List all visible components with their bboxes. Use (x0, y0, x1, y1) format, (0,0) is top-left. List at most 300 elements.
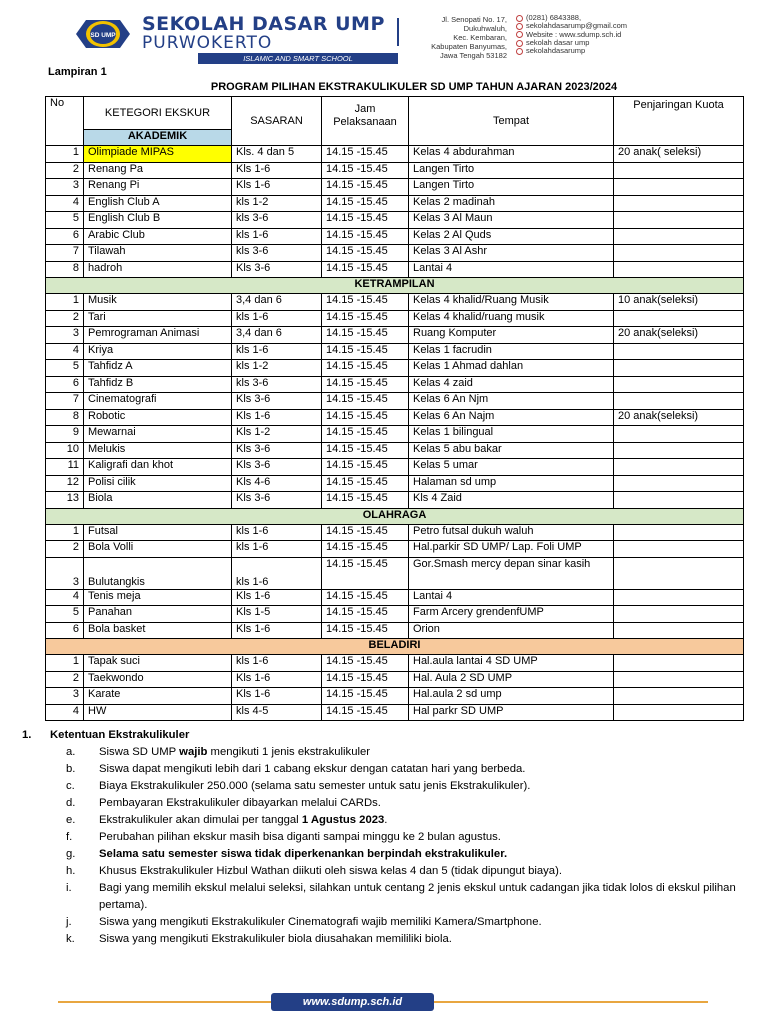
school-tagline: ISLAMIC AND SMART SCHOOL (198, 53, 398, 64)
cell-jam: 14.15 -15.45 (322, 162, 409, 179)
table-row (46, 195, 744, 212)
provision-letter: f. (66, 831, 73, 843)
cell-ekskur: hadroh (84, 261, 232, 278)
provision-text-bold: wajib (179, 746, 208, 758)
cell-kuota (614, 524, 744, 541)
cell-ekskur: Cinematografi (84, 393, 232, 410)
cell-ekskur: Melukis (84, 442, 232, 459)
cell-kuota (614, 245, 744, 262)
cell-tempat: Hal parkr SD UMP (409, 704, 614, 721)
provision-item (22, 812, 762, 829)
category-row-beladiri (46, 639, 744, 655)
cell-kuota (614, 376, 744, 393)
cell-ekskur: Arabic Club (84, 228, 232, 245)
cell-kuota (614, 475, 744, 492)
cell-ekskur: Tari (84, 310, 232, 327)
email-icon (516, 23, 523, 30)
cell-sasaran: Kls. 4 dan 5 (232, 146, 322, 163)
cell-no: 5 (46, 606, 84, 623)
cell-tempat: Lantai 4 (409, 261, 614, 278)
table-row (46, 409, 744, 426)
cell-kuota: 10 anak(seleksi) (614, 294, 744, 311)
cell-tempat: Hal. Aula 2 SD UMP (409, 671, 614, 688)
provision-letter: c. (66, 780, 75, 792)
attachment-label: Lampiran 1 (48, 66, 107, 78)
cell-no: 12 (46, 475, 84, 492)
contact-text: Website : www.sdump.sch.id (526, 29, 622, 39)
provision-text-pre: Siswa yang mengikuti Ekstrakulikuler biola diusahakan memililiki biola. (99, 933, 452, 945)
cell-no: 1 (46, 524, 84, 541)
cell-jam: 14.15 -15.45 (322, 671, 409, 688)
cell-sasaran: kls 1-2 (232, 360, 322, 377)
cell-tempat: Kelas 6 An Najm (409, 409, 614, 426)
table-row (46, 294, 744, 311)
cell-jam: 14.15 -15.45 (322, 228, 409, 245)
cell-jam: 14.15 -15.45 (322, 704, 409, 721)
cell-sasaran: 3,4 dan 6 (232, 294, 322, 311)
cell-tempat: Kelas 6 An Njm (409, 393, 614, 410)
provision-text-pre: Khusus Ekstrakulikuler Hizbul Wathan diikuti oleh siswa kelas 4 dan 5 (tidak dipungut biaya). (99, 865, 562, 877)
cell-ekskur: Taekwondo (84, 671, 232, 688)
cell-no: 2 (46, 671, 84, 688)
contact-text: sekolahdasarump (526, 46, 586, 56)
cell-no: 11 (46, 459, 84, 476)
cell-jam: 14.15 -15.45 (322, 622, 409, 639)
cell-ekskur: Kaligrafi dan khot (84, 459, 232, 476)
school-address (402, 15, 507, 60)
cell-ekskur: English Club A (84, 195, 232, 212)
cell-ekskur: English Club B (84, 212, 232, 229)
cell-no: 2 (46, 310, 84, 327)
document-title: PROGRAM PILIHAN EKSTRAKULIKULER SD UMP TAHUN AJARAN 2023/2024 (210, 81, 618, 93)
cell-sasaran: kls 3-6 (232, 245, 322, 262)
cell-sasaran: kls 1-6 (232, 524, 322, 541)
extracurricular-table (45, 96, 744, 721)
table-row (46, 327, 744, 344)
cell-sasaran: kls 1-6 (232, 343, 322, 360)
provision-item (22, 931, 762, 948)
cell-ekskur: Tenis meja (84, 589, 232, 606)
provision-item (22, 778, 762, 795)
letterhead (0, 0, 768, 62)
cell-sasaran: Kls 3-6 (232, 459, 322, 476)
category-label: AKADEMIK (84, 130, 232, 146)
table-row (46, 688, 744, 705)
cell-kuota (614, 426, 744, 443)
provision-text-pre: Ekstrakulikuler akan dimulai per tanggal (99, 814, 302, 826)
cell-jam: 14.15 -15.45 (322, 327, 409, 344)
cell-ekskur: HW (84, 704, 232, 721)
table-row (46, 360, 744, 377)
cell-no: 1 (46, 294, 84, 311)
cell-tempat: Kelas 4 khalid/Ruang Musik (409, 294, 614, 311)
col-header-kategori: KETEGORI EKSKUR (84, 97, 232, 130)
provisions-list (22, 744, 762, 948)
table-row (46, 475, 744, 492)
cell-sasaran: Kls 1-2 (232, 426, 322, 443)
cell-ekskur: Karate (84, 688, 232, 705)
provision-text-pre: Siswa dapat mengikuti lebih dari 1 cabang ekskur dengan catatan hari yang berbeda. (99, 763, 526, 775)
cell-sasaran: Kls 1-6 (232, 688, 322, 705)
cell-no: 3 (46, 557, 84, 589)
cell-jam: 14.15 -15.45 (322, 245, 409, 262)
table-row (46, 146, 744, 163)
table-row (46, 310, 744, 327)
cell-tempat: Halaman sd ump (409, 475, 614, 492)
provision-letter: g. (66, 848, 76, 860)
cell-tempat: Langen Tirto (409, 179, 614, 196)
cell-sasaran: kls 1-6 (232, 655, 322, 672)
cell-no: 8 (46, 261, 84, 278)
logo-text: SD UMP (90, 32, 116, 39)
cell-no: 5 (46, 212, 84, 229)
table-row (46, 179, 744, 196)
cell-sasaran: Kls 3-6 (232, 393, 322, 410)
cell-jam: 14.15 -15.45 (322, 524, 409, 541)
cell-jam: 14.15 -15.45 (322, 541, 409, 558)
cell-ekskur: Olimpiade MIPAS (84, 146, 232, 163)
table-row (46, 228, 744, 245)
cell-jam: 14.15 -15.45 (322, 146, 409, 163)
table-row (46, 162, 744, 179)
provision-text-bold: 1 Agustus 2023 (301, 814, 385, 826)
cell-tempat: Kelas 3 Al Ashr (409, 245, 614, 262)
provision-letter: e. (66, 814, 76, 826)
provisions-number: 1. (22, 729, 32, 741)
provisions-title: Ketentuan Ekstrakulikuler (50, 729, 190, 741)
table-row (46, 343, 744, 360)
table-row (46, 541, 744, 558)
cell-no: 13 (46, 492, 84, 509)
cell-kuota (614, 195, 744, 212)
provision-text-pre: Perubahan pilihan ekskur masih bisa diganti sampai minggu ke 2 bulan agustus. (99, 831, 501, 843)
provision-letter: h. (66, 865, 76, 877)
cell-no: 7 (46, 245, 84, 262)
cell-tempat: Hal.parkir SD UMP/ Lap. Foli UMP (409, 541, 614, 558)
cell-kuota (614, 671, 744, 688)
cell-kuota (614, 343, 744, 360)
provision-item (22, 795, 762, 812)
cell-ekskur: Biola (84, 492, 232, 509)
cell-tempat: Kelas 4 zaid (409, 376, 614, 393)
cell-no: 6 (46, 622, 84, 639)
cell-no: 4 (46, 589, 84, 606)
provision-letter: k. (66, 933, 75, 945)
table-row (46, 704, 744, 721)
provision-text (99, 761, 762, 778)
cell-tempat: Hal.aula 2 sd ump (409, 688, 614, 705)
category-label: KETRAMPILAN (46, 278, 744, 294)
provision-text-pre: Pembayaran Ekstrakulikuler dibayarkan melalui CARDs. (99, 797, 381, 809)
cell-tempat: Kelas 5 umar (409, 459, 614, 476)
cell-tempat: Kelas 1 Ahmad dahlan (409, 360, 614, 377)
table-row (46, 671, 744, 688)
address-line: Jl. Senopati No. 17, (441, 15, 507, 24)
cell-sasaran: Kls 3-6 (232, 492, 322, 509)
table-row (46, 393, 744, 410)
cell-sasaran: kls 1-6 (232, 228, 322, 245)
cell-kuota (614, 212, 744, 229)
header-divider (397, 18, 399, 46)
cell-kuota (614, 179, 744, 196)
cell-jam: 14.15 -15.45 (322, 557, 409, 589)
school-logo (72, 12, 134, 56)
col-header-kuota: Penjaringan Kuota (614, 97, 744, 146)
provision-item (22, 744, 762, 761)
table-row (46, 426, 744, 443)
cell-no: 1 (46, 146, 84, 163)
provision-text-post: mengikuti 1 jenis ekstrakulikuler (207, 746, 371, 758)
cell-kuota (614, 541, 744, 558)
col-header-jam: Jam Pelaksanaan (322, 97, 409, 146)
cell-no: 3 (46, 688, 84, 705)
cell-jam: 14.15 -15.45 (322, 261, 409, 278)
provision-item (22, 846, 762, 863)
cell-sasaran: Kls 1-6 (232, 162, 322, 179)
cell-tempat: Hal.aula lantai 4 SD UMP (409, 655, 614, 672)
cell-sasaran: kls 1-2 (232, 195, 322, 212)
contact-text: (0281) 6843388, (526, 13, 582, 22)
address-line: Jawa Tengah 53182 (439, 51, 507, 60)
cell-no: 5 (46, 360, 84, 377)
cell-tempat: Gor.Smash mercy depan sinar kasih (409, 557, 614, 589)
provision-item (22, 880, 762, 914)
table-row (46, 524, 744, 541)
cell-ekskur: Robotic (84, 409, 232, 426)
table-row (46, 557, 744, 589)
cell-no: 7 (46, 393, 84, 410)
cell-kuota (614, 704, 744, 721)
cell-ekskur: Bola basket (84, 622, 232, 639)
provision-letter: b. (66, 763, 76, 775)
cell-no: 1 (46, 655, 84, 672)
cell-tempat: Kelas 2 Al Quds (409, 228, 614, 245)
cell-ekskur: Panahan (84, 606, 232, 623)
cell-ekskur: Tapak suci (84, 655, 232, 672)
cell-kuota (614, 442, 744, 459)
instagram-icon (516, 48, 523, 55)
cell-ekskur: Futsal (84, 524, 232, 541)
cell-tempat: Petro futsal dukuh waluh (409, 524, 614, 541)
cell-ekskur: Tahfidz A (84, 360, 232, 377)
provision-letter: d. (66, 797, 76, 809)
provision-letter: i. (66, 882, 72, 894)
provision-item (22, 829, 762, 846)
table-row (46, 442, 744, 459)
cell-ekskur: Polisi cilik (84, 475, 232, 492)
cell-tempat: Kelas 1 facrudin (409, 343, 614, 360)
cell-kuota (614, 655, 744, 672)
cell-sasaran: Kls 1-6 (232, 179, 322, 196)
cell-jam: 14.15 -15.45 (322, 212, 409, 229)
category-label: OLAHRAGA (46, 508, 744, 524)
table-row (46, 459, 744, 476)
cell-ekskur: Bola Volli (84, 541, 232, 558)
cell-sasaran: Kls 1-6 (232, 622, 322, 639)
provision-text (99, 846, 762, 863)
cell-jam: 14.15 -15.45 (322, 655, 409, 672)
cell-kuota (614, 360, 744, 377)
provision-text-pre: Biaya Ekstrakulikuler 250.000 (selama satu semester untuk satu jenis Ekstrakulikuler). (99, 780, 531, 792)
cell-no: 4 (46, 704, 84, 721)
cell-jam: 14.15 -15.45 (322, 393, 409, 410)
table-row (46, 245, 744, 262)
cell-tempat: Langen Tirto (409, 162, 614, 179)
provision-letter: j. (66, 916, 72, 928)
cell-kuota: 20 anak( seleksi) (614, 146, 744, 163)
provision-item (22, 914, 762, 931)
cell-ekskur: Pemrograman Animasi (84, 327, 232, 344)
contact-text: sekolahdasarump@gmail.com (526, 21, 627, 31)
provision-item (22, 863, 762, 880)
provisions-heading (22, 727, 762, 744)
cell-jam: 14.15 -15.45 (322, 409, 409, 426)
cell-jam: 14.15 -15.45 (322, 688, 409, 705)
cell-tempat: Kelas 5 abu bakar (409, 442, 614, 459)
address-line: Kabupaten Banyumas, (431, 42, 507, 51)
provision-text (99, 778, 762, 795)
school-contacts (516, 14, 627, 55)
cell-no: 3 (46, 327, 84, 344)
phone-icon (516, 15, 523, 22)
table-row (46, 376, 744, 393)
school-name: SEKOLAH DASAR UMP (142, 13, 385, 35)
cell-ekskur: Kriya (84, 343, 232, 360)
cell-tempat: Kls 4 Zaid (409, 492, 614, 509)
cell-ekskur: Mewarnai (84, 426, 232, 443)
table-row (46, 261, 744, 278)
cell-kuota (614, 228, 744, 245)
cell-kuota (614, 162, 744, 179)
table-header-row (46, 97, 744, 130)
cell-sasaran: Kls 1-6 (232, 589, 322, 606)
col-header-no: No (46, 97, 84, 146)
provision-text (99, 812, 762, 829)
cell-kuota (614, 557, 744, 589)
provision-text (99, 744, 762, 761)
cell-kuota (614, 261, 744, 278)
cell-tempat: Kelas 2 madinah (409, 195, 614, 212)
address-line: Kec. Kembaran, (453, 33, 507, 42)
cell-sasaran: Kls 1-5 (232, 606, 322, 623)
cell-no: 6 (46, 376, 84, 393)
cell-jam: 14.15 -15.45 (322, 195, 409, 212)
cell-jam: 14.15 -15.45 (322, 492, 409, 509)
cell-no: 6 (46, 228, 84, 245)
provision-text (99, 829, 762, 846)
cell-jam: 14.15 -15.45 (322, 310, 409, 327)
provision-item (22, 761, 762, 778)
cell-tempat: Kelas 4 khalid/ruang musik (409, 310, 614, 327)
cell-ekskur: Bulutangkis (84, 557, 232, 589)
cell-sasaran: kls 4-5 (232, 704, 322, 721)
cell-no: 4 (46, 343, 84, 360)
cell-kuota: 20 anak(seleksi) (614, 409, 744, 426)
cell-no: 10 (46, 442, 84, 459)
cell-sasaran: kls 1-6 (232, 310, 322, 327)
cell-sasaran: Kls 3-6 (232, 442, 322, 459)
cell-jam: 14.15 -15.45 (322, 459, 409, 476)
category-row-ketrampilan (46, 278, 744, 294)
cell-tempat: Ruang Komputer (409, 327, 614, 344)
cell-sasaran: Kls 1-6 (232, 409, 322, 426)
col-header-tempat: Tempat (409, 97, 614, 146)
provision-text (99, 931, 762, 948)
provision-text-post: . (384, 814, 388, 826)
cell-kuota: 20 anak(seleksi) (614, 327, 744, 344)
cell-tempat: Kelas 4 abdurahman (409, 146, 614, 163)
cell-sasaran: kls 1-6 (232, 557, 322, 589)
cell-sasaran: 3,4 dan 6 (232, 327, 322, 344)
table-body (46, 97, 744, 721)
cell-ekskur: Renang Pa (84, 162, 232, 179)
table-row (46, 212, 744, 229)
cell-sasaran: kls 3-6 (232, 376, 322, 393)
cell-jam: 14.15 -15.45 (322, 589, 409, 606)
cell-kuota (614, 492, 744, 509)
cell-ekskur: Tilawah (84, 245, 232, 262)
cell-ekskur: Musik (84, 294, 232, 311)
contact-text: sekolah dasar ump (526, 37, 590, 47)
cell-jam: 14.15 -15.45 (322, 360, 409, 377)
cell-no: 9 (46, 426, 84, 443)
address-line: Dukuhwaluh, (463, 24, 507, 33)
cell-sasaran: Kls 1-6 (232, 671, 322, 688)
cell-sasaran: Kls 4-6 (232, 475, 322, 492)
table-row (46, 492, 744, 509)
cell-tempat: Kelas 1 bilingual (409, 426, 614, 443)
cell-kuota (614, 622, 744, 639)
cell-jam: 14.15 -15.45 (322, 179, 409, 196)
cell-no: 8 (46, 409, 84, 426)
category-row-olahraga (46, 508, 744, 524)
cell-tempat: Lantai 4 (409, 589, 614, 606)
cell-kuota (614, 459, 744, 476)
cell-ekskur: Tahfidz B (84, 376, 232, 393)
provision-text (99, 863, 762, 880)
cell-sasaran: Kls 3-6 (232, 261, 322, 278)
cell-tempat: Farm Arcery grendenfUMP (409, 606, 614, 623)
facebook-icon (516, 40, 523, 47)
cell-jam: 14.15 -15.45 (322, 343, 409, 360)
cell-kuota (614, 310, 744, 327)
cell-jam: 14.15 -15.45 (322, 606, 409, 623)
school-city: PURWOKERTO (142, 33, 273, 53)
cell-no: 3 (46, 179, 84, 196)
provisions-section (22, 727, 762, 948)
cell-kuota (614, 606, 744, 623)
provision-letter: a. (66, 746, 76, 758)
table-row (46, 655, 744, 672)
table-row (46, 606, 744, 623)
provision-text (99, 795, 762, 812)
cell-sasaran: kls 3-6 (232, 212, 322, 229)
table-row (46, 589, 744, 606)
cell-no: 2 (46, 541, 84, 558)
cell-kuota (614, 589, 744, 606)
cell-jam: 14.15 -15.45 (322, 442, 409, 459)
provision-text-bold: Selama satu semester siswa tidak diperkenankan berpindah ekstrakulikuler. (99, 848, 508, 860)
cell-no: 2 (46, 162, 84, 179)
col-header-sasaran: SASARAN (232, 97, 322, 146)
cell-kuota (614, 393, 744, 410)
provision-text-pre: Siswa SD UMP (99, 746, 180, 758)
cell-jam: 14.15 -15.45 (322, 376, 409, 393)
cell-tempat: Kelas 3 Al Maun (409, 212, 614, 229)
category-label: BELADIRI (46, 639, 744, 655)
cell-ekskur: Renang Pi (84, 179, 232, 196)
cell-no: 4 (46, 195, 84, 212)
